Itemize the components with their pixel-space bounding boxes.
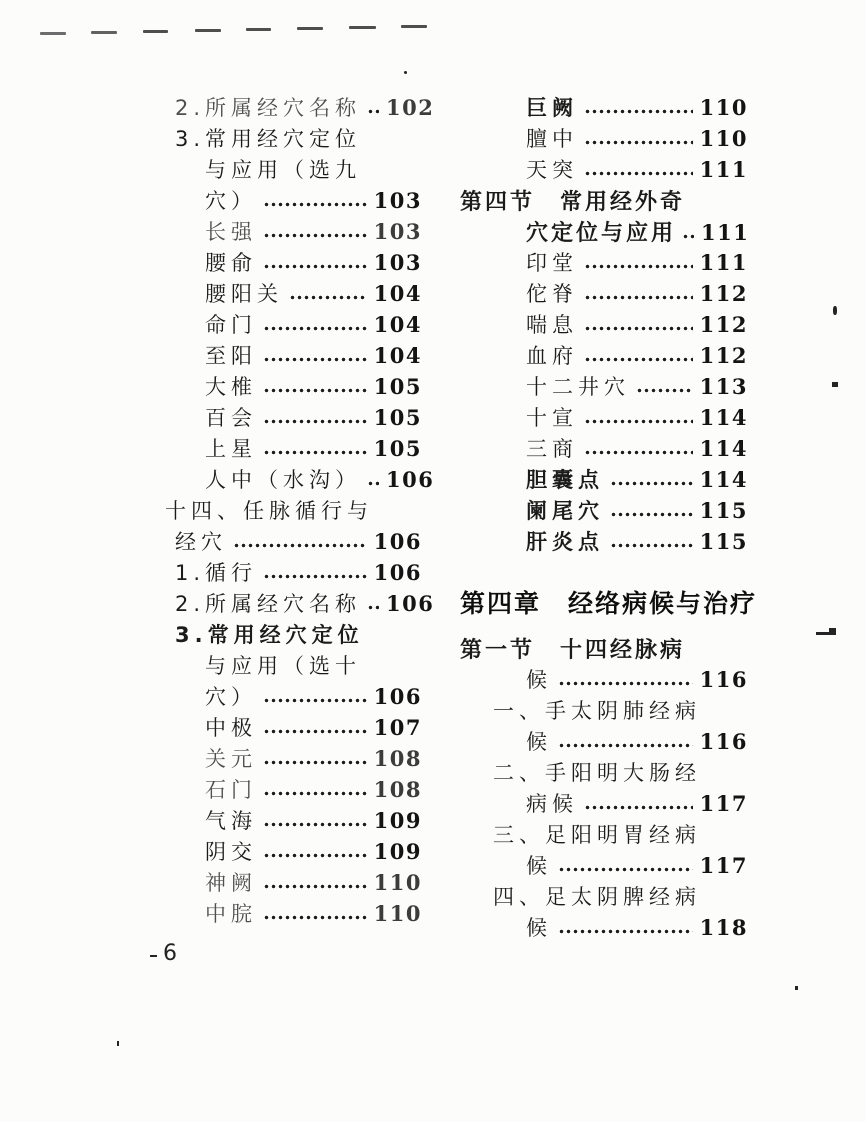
- toc-entry-title: 阑尾穴: [526, 499, 604, 523]
- toc-entry-page: 106: [373, 560, 422, 585]
- toc-entry: [140, 278, 422, 309]
- dotted-leader: [584, 356, 693, 363]
- scan-speck: [404, 71, 407, 74]
- dotted-leader: [263, 883, 367, 890]
- toc-entry: [460, 881, 748, 912]
- toc-entry: [140, 588, 435, 619]
- toc-entry-title: 气海: [205, 809, 257, 833]
- dotted-leader: [584, 325, 693, 332]
- toc-entry-title: 穴）: [205, 189, 257, 213]
- toc-entry-page: 112: [699, 281, 748, 306]
- tear-dash: [349, 26, 376, 29]
- dotted-leader: [367, 108, 379, 115]
- tear-dash: [246, 28, 271, 31]
- toc-entry-title: 膻中: [526, 127, 578, 151]
- toc-entry-page: 116: [699, 667, 748, 692]
- toc-entry-title: 一、手太阴肺经病: [493, 699, 701, 723]
- toc-entry-title: 3.常用经穴定位: [175, 623, 364, 647]
- toc-entry: [140, 712, 422, 743]
- toc-entry-page: 117: [699, 853, 748, 878]
- toc-entry: [460, 664, 748, 695]
- toc-entry-page: 116: [699, 729, 748, 754]
- dotted-leader: [584, 108, 693, 115]
- toc-entry-title: 上星: [205, 437, 257, 461]
- dotted-leader: [367, 480, 379, 487]
- toc-entry-page: 115: [699, 529, 748, 554]
- dotted-leader: [610, 511, 693, 518]
- toc-entry: [460, 464, 748, 495]
- toc-entry: [140, 774, 422, 805]
- dotted-leader: [584, 263, 693, 270]
- toc-entry: [140, 526, 422, 557]
- toc-entry: [460, 912, 748, 943]
- dotted-leader: [263, 728, 367, 735]
- toc-entry: [140, 464, 435, 495]
- toc-entry: [140, 867, 422, 898]
- dotted-leader: [558, 866, 693, 873]
- dotted-leader: [584, 449, 693, 456]
- toc-entry-title: 第一节 十四经脉病: [460, 638, 686, 663]
- toc-entry-page: 111: [701, 220, 750, 245]
- toc-entry-page: 103: [373, 219, 422, 244]
- page-number: 6: [163, 941, 179, 966]
- toc-entry-page: 107: [373, 715, 422, 740]
- tear-dash: [40, 32, 66, 35]
- tear-dash: [91, 31, 117, 34]
- toc-entry-title: 神阙: [205, 871, 257, 895]
- toc-entry-page: 114: [699, 436, 748, 461]
- toc-entry-title: 腰俞: [205, 251, 257, 275]
- toc-entry: [460, 340, 748, 371]
- toc-entry: [140, 92, 435, 123]
- toc-entry: [140, 123, 422, 154]
- toc-entry: [140, 495, 422, 526]
- toc-entry-page: 118: [699, 915, 748, 940]
- toc-entry-page: 106: [373, 529, 422, 554]
- toc-entry: [460, 526, 748, 557]
- dotted-leader: [263, 573, 367, 580]
- toc-entry: [140, 247, 422, 278]
- toc-entry: [140, 681, 422, 712]
- dotted-leader: [558, 928, 693, 935]
- tear-dash: [297, 27, 323, 30]
- toc-entry-title: 穴定位与应用: [526, 221, 677, 246]
- toc-entry-title: 长强: [205, 220, 257, 244]
- toc-entry-page: 105: [373, 405, 422, 430]
- toc-entry-title: 经穴: [175, 530, 227, 554]
- toc-entry-page: 109: [373, 839, 422, 864]
- dotted-leader: [584, 139, 693, 146]
- toc-entry-title: 候: [526, 668, 552, 692]
- toc-entry-title: 大椎: [205, 375, 257, 399]
- toc-entry: [460, 92, 748, 123]
- toc-entry-title: 三商: [526, 437, 578, 461]
- toc-entry-page: 104: [373, 343, 422, 368]
- dotted-leader: [367, 604, 379, 611]
- dotted-leader: [584, 804, 693, 811]
- toc-entry-title: 候: [526, 730, 552, 754]
- toc-entry-page: 113: [699, 374, 748, 399]
- toc-entry-title: 石门: [205, 778, 257, 802]
- toc-entry: [460, 309, 748, 340]
- tear-dash: [195, 29, 221, 32]
- toc-entry-page: 109: [373, 808, 422, 833]
- toc-entry-title: 百会: [205, 406, 257, 430]
- dotted-leader: [263, 790, 367, 797]
- toc-entry: [460, 788, 748, 819]
- toc-entry: [460, 584, 758, 624]
- toc-entry-title: 中极: [205, 716, 257, 740]
- toc-entry: [460, 633, 748, 664]
- toc-entry: [140, 619, 422, 650]
- toc-entry-page: 115: [699, 498, 748, 523]
- toc-entry-page: 110: [699, 95, 748, 120]
- toc-entry: [140, 309, 422, 340]
- toc-entry: [140, 154, 422, 185]
- toc-entry-page: 106: [373, 684, 422, 709]
- toc-entry: [140, 898, 422, 929]
- toc-entry-page: 108: [373, 777, 422, 802]
- dotted-leader: [263, 852, 367, 859]
- scan-speck: [117, 1041, 119, 1046]
- toc-entry: [460, 278, 748, 309]
- dotted-leader: [289, 294, 367, 301]
- toc-entry: [460, 247, 748, 278]
- toc-entry-page: 103: [373, 250, 422, 275]
- toc-entry: [140, 216, 422, 247]
- toc-entry-title: 病候: [526, 792, 578, 816]
- toc-entry: [460, 433, 748, 464]
- toc-entry-title: 肝炎点: [526, 530, 604, 554]
- toc-entry-title: 候: [526, 916, 552, 940]
- toc-entry-title: 巨阙: [526, 96, 578, 120]
- toc-entry-title: 2.所属经穴名称: [175, 592, 362, 616]
- toc-entry: [460, 819, 748, 850]
- dotted-leader: [584, 294, 693, 301]
- dotted-leader: [263, 821, 367, 828]
- toc-entry-title: 1.循行: [175, 561, 258, 585]
- toc-entry-title: 佗脊: [526, 282, 578, 306]
- toc-entry-title: 十四、任脉循行与: [165, 499, 373, 523]
- toc-entry: [460, 695, 748, 726]
- dotted-leader: [610, 542, 693, 549]
- dotted-leader: [263, 387, 367, 394]
- toc-entry: [140, 836, 422, 867]
- toc-entry-page: 114: [699, 467, 748, 492]
- toc-entry-title: 天突: [526, 158, 578, 182]
- toc-entry: [140, 340, 422, 371]
- toc-entry: [460, 757, 748, 788]
- toc-entry: [140, 805, 422, 836]
- dotted-leader: [682, 233, 694, 240]
- scan-speck: [829, 628, 836, 635]
- dotted-leader: [558, 742, 693, 749]
- toc-entry-title: 胆囊点: [526, 468, 604, 492]
- dotted-leader: [558, 680, 693, 687]
- dotted-leader: [636, 387, 693, 394]
- dotted-leader: [263, 263, 367, 270]
- toc-entry-title: 十二井穴: [526, 375, 630, 399]
- toc-entry: [140, 371, 422, 402]
- dotted-leader: [584, 418, 693, 425]
- toc-entry-title: 穴）: [205, 685, 257, 709]
- toc-entry-page: 108: [373, 746, 422, 771]
- dotted-leader: [263, 697, 367, 704]
- toc-entry: [460, 850, 748, 881]
- toc-entry: [460, 216, 748, 247]
- toc-entry-title: 喘息: [526, 313, 578, 337]
- dotted-leader: [610, 480, 693, 487]
- toc-entry-page: 103: [373, 188, 422, 213]
- toc-entry-title: 三、足阳明胃经病: [493, 823, 701, 847]
- toc-entry-title: 四、足太阴脾经病: [493, 885, 701, 909]
- toc-entry-page: 112: [699, 343, 748, 368]
- toc-entry: [140, 557, 422, 588]
- toc-right-column: [460, 92, 758, 943]
- scan-speck: [833, 306, 837, 315]
- scan-speck: [795, 986, 798, 990]
- toc-entry: [140, 650, 422, 681]
- toc-entry: [460, 495, 748, 526]
- toc-entry-page: 104: [373, 312, 422, 337]
- toc-entry-title: 印堂: [526, 251, 578, 275]
- toc-entry-title: 十宣: [526, 406, 578, 430]
- toc-entry: [140, 433, 422, 464]
- toc-entry: [140, 743, 422, 774]
- dotted-leader: [263, 759, 367, 766]
- toc-entry-page: 105: [373, 436, 422, 461]
- toc-entry-title: 中脘: [205, 902, 257, 926]
- toc-entry-page: 106: [386, 591, 435, 616]
- toc-entry-page: 110: [373, 870, 422, 895]
- toc-entry-page: 114: [699, 405, 748, 430]
- tear-dash: [143, 30, 168, 33]
- toc-entry-title: 3.常用经穴定位: [175, 127, 362, 151]
- toc-left-column: [140, 92, 435, 929]
- toc-entry-title: 与应用（选十: [205, 654, 361, 678]
- dotted-leader: [263, 418, 367, 425]
- toc-entry-page: 117: [699, 791, 748, 816]
- toc-entry: [460, 185, 748, 216]
- dotted-leader: [263, 449, 367, 456]
- toc-entry-title: 2.所属经穴名称: [175, 96, 362, 120]
- toc-entry-page: 111: [699, 157, 748, 182]
- toc-entry-title: 第四章 经络病候与治疗: [460, 589, 758, 618]
- tear-dash: [401, 25, 427, 28]
- toc-entry: [140, 185, 422, 216]
- toc-entry: [460, 726, 748, 757]
- toc-entry-title: 关元: [205, 747, 257, 771]
- toc-entry-title: 第四节 常用经外奇: [460, 190, 686, 215]
- toc-entry: [140, 402, 422, 433]
- toc-entry-title: 人中（水沟）: [205, 468, 361, 492]
- toc-entry: [460, 402, 748, 433]
- toc-entry-page: 110: [699, 126, 748, 151]
- toc-entry: [460, 123, 748, 154]
- toc-entry-title: 腰阳关: [205, 282, 283, 306]
- toc-entry-page: 110: [373, 901, 422, 926]
- toc-entry-title: 命门: [205, 313, 257, 337]
- dotted-leader: [263, 232, 367, 239]
- toc-entry-page: 111: [699, 250, 748, 275]
- dotted-leader: [263, 325, 367, 332]
- scan-speck: [832, 382, 838, 387]
- toc-entry-page: 106: [386, 467, 435, 492]
- toc-entry-title: 至阳: [205, 344, 257, 368]
- toc-entry: [460, 371, 748, 402]
- dotted-leader: [263, 356, 367, 363]
- dotted-leader: [263, 914, 367, 921]
- toc-entry-title: 阴交: [205, 840, 257, 864]
- toc-entry-page: 102: [386, 95, 435, 120]
- toc-entry-page: 105: [373, 374, 422, 399]
- dotted-leader: [233, 542, 367, 549]
- toc-entry-page: 104: [373, 281, 422, 306]
- toc-entry-page: 112: [699, 312, 748, 337]
- scan-speck: [150, 955, 157, 957]
- toc-entry-title: 二、手阳明大肠经: [493, 761, 701, 785]
- dotted-leader: [584, 170, 693, 177]
- toc-entry-title: 与应用（选九: [205, 158, 361, 182]
- toc-entry-title: 候: [526, 854, 552, 878]
- dotted-leader: [263, 201, 367, 208]
- toc-entry: [460, 154, 748, 185]
- toc-entry-title: 血府: [526, 344, 578, 368]
- scan-speck: [816, 632, 829, 635]
